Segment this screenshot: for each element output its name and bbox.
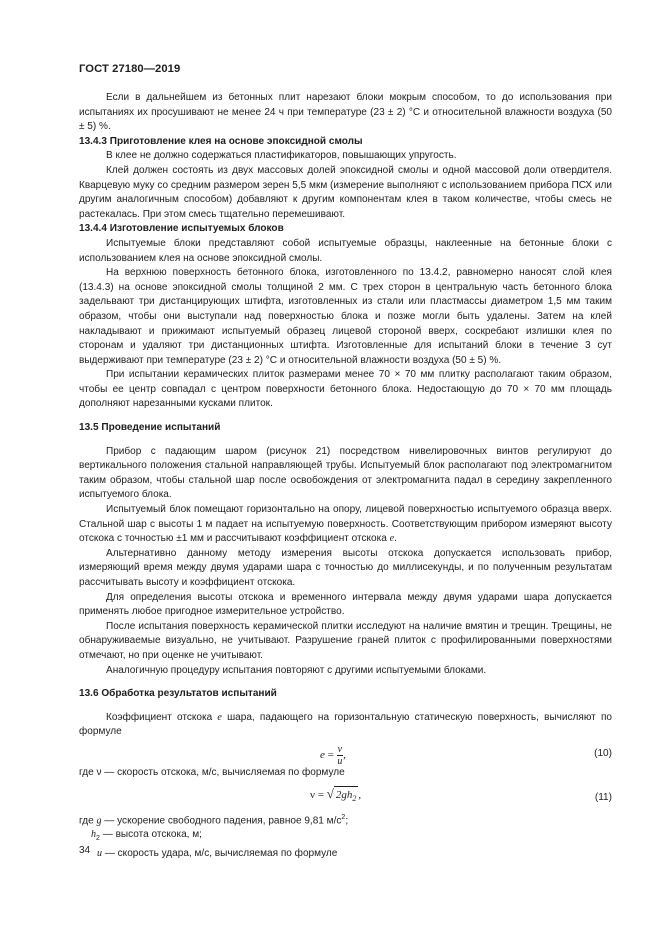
section-heading-13-4-4: 13.4.4 Изготовление испытуемых блоков [79,223,284,235]
paragraph: Аналогичную процедуру испытания повторяют с другими испытуемыми блоками. [106,664,487,676]
paragraph: Для определения высоты отскока и временного интервала между двумя ударами шара допускается применять любое пригодное измерительное устройство. [79,591,612,618]
paragraph: Если в дальнейшем из бетонных плит нарезают блоки мокрым способом, то до использования при испытаниях их просушивают не менее 24 ч при температуре (23 ± 2) °С и относительной влажности воздуха (50 ± 5) %. [79,92,612,133]
equation-11 [79,781,612,811]
paragraph: Альтернативно данному методу измерения высоты отскока допускается использовать прибор, измеряющий время между двумя ударами шара с точностью до миллисекунды, и по полученным результатам рассчитывать высоту и коэффициент отскока. [79,547,612,588]
equation-number: (10) [594,747,612,759]
equation-formula: ν = √ $2gh_2$ , [310,786,361,807]
definition-g: где g — ускорение свободного падения, равное 9,81 $м/с^2$; [79,813,349,826]
definitions-list [79,811,612,862]
page-number: 34 [79,845,91,856]
paragraph: Испытуемые блоки представляют собой испытуемые образцы, наклеенные на бетонные блоки с использованием клея на основе эпоксидной смолы. [79,237,612,264]
paragraph: Прибор с падающим шаром (рисунок 21) посредством нивелировочных винтов регулируют до вертикального положения стальной направляющей трубы. Испытуемый блок располагают под электромагнитом таким образом, чтобы стальной шар после освобождения от электромагнита падал в середину закрепленного испытуемого блока. [79,445,612,501]
paragraph: Испытуемый блок помещают горизонтально на опору, лицевой поверхностью испытуемого образца вверх. Стальной шар с высоты 1 м падает на испытуемую поверхность. Соответствующим прибором измеряют высоту отскока с точностью ±1 мм и рассчитывают коэффициент отскока e. [79,504,612,545]
equation-formula: e = $\frac{\nu}{u}$ , [320,743,346,767]
equation-10 [79,740,612,766]
paragraph: Коэффициент отскока e шара, падающего на горизонтальную статическую поверхность, вычисляют по формуле [79,711,612,738]
paragraph: Клей должен состоять из двух массовых долей эпоксидной смолы и одной массовой доли отвердителя. Кварцевую муку со средним размером зерен 5,5 мкм (измерение выполняют с использованием прибора ПСХ или другим аналогичным способом) добавляют к другим компонентам клея в таком количестве, чтобы смесь не растекалась. При этом смесь тщательно перемешивают. [79,164,612,220]
paragraph: В клее не должно содержаться пластификаторов, повышающих упругость. [106,150,457,162]
radical-sign: √ [326,785,334,801]
fraction: $\frac{\nu}{u}$ [337,743,343,767]
definition-u: u — скорость удара, м/с, вычисляемая по формуле [97,848,338,860]
where-clause: где ν — скорость отскока, м/с, вычисляемая по формуле [79,766,345,778]
section-heading-13-4-3: 13.4.3 Приготовление клея на основе эпоксидной смолы [79,135,363,147]
equation-number: (11) [594,791,612,803]
definition-h2: $h_2$ — высота отскока, м; [91,829,202,843]
radicand: $2gh_2$ [334,786,359,807]
paragraph: На верхнюю поверхность бетонного блока, изготовленного по 13.4.2, равномерно наносят слой клея (13.4.3) на основе эпоксидной смолы толщиной 2 мм. С трех сторон в центральную часть бетонного блока задельвают три дистанцирующих штифта, изготовленных из стали или пластмассы диаметром 1,5 мм таким образом, чтобы они выступали над поверхностью блока и позже могли быть удалены. Затем на клей накладывают и прижимают испытуемый образец лицевой стороной вверх, соскребают излишки клея по сторонам и удаляют три дистанционных штифта. Изготовленные для испытаний блоки в течение 3 сут выдерживают при температуре (23 ± 2) °С и относительной влажности воздуха (50 ± 5) %. [79,267,612,366]
document-header: ГОСТ 27180—2019 [79,63,181,75]
section-heading-13-6: 13.6 Обработка результатов испытаний [79,688,277,700]
document-body [79,91,612,862]
section-heading-13-5: 13.5 Проведение испытаний [79,422,221,434]
paragraph: После испытания поверхность керамической плитки исследуют на наличие вмятин и трещин. Трещины, не обнаруживаемые визуально, не учитывают. Разрушение граней плиток с профилированными поверхностями отмечают, но при оценке не учитывают. [79,620,612,661]
paragraph: При испытании керамических плиток размерами менее 70 × 70 мм плитку располагают таким образом, чтобы ее центр совпадал с центром поверхности бетонного блока. Недостающую до 70 × 70 мм площадь дополняют нарезанными кусками плиток. [79,369,612,410]
